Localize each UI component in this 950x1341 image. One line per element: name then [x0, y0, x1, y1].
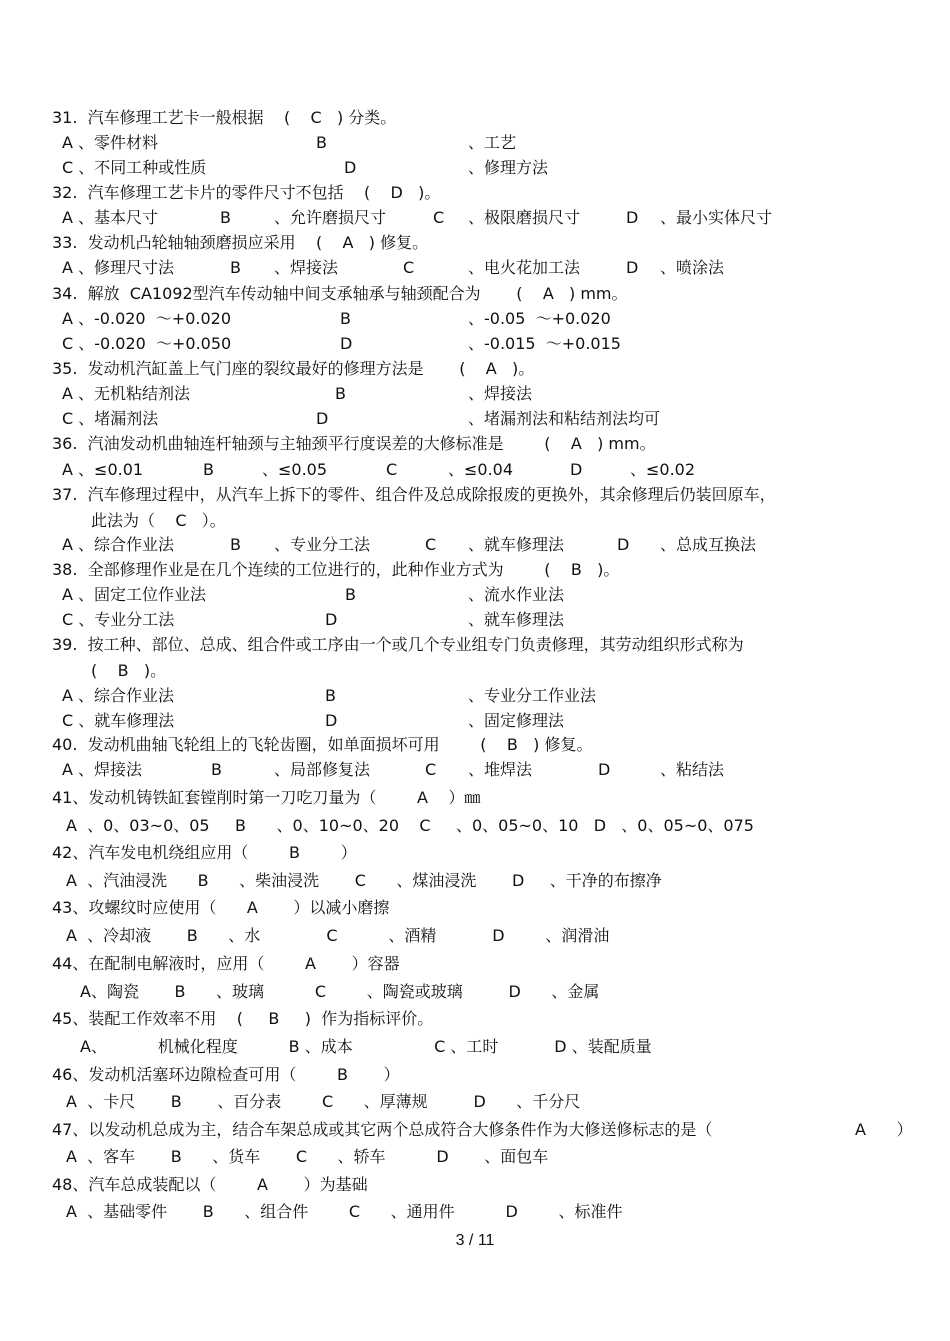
- text-line: A、陶瓷 B 、玻璃 C 、陶瓷或玻璃 D 、金属: [80, 982, 600, 1001]
- text-line: C: [403, 258, 415, 277]
- text-line: D: [617, 535, 630, 554]
- text-line: D: [316, 409, 329, 428]
- text-line: ( B )。: [91, 661, 167, 680]
- text-line: A 、-0.020 ～+0.020: [62, 309, 231, 328]
- text-line: B: [325, 686, 336, 705]
- text-line: A、 机械化程度 B 、成本 C 、工时 D 、装配质量: [80, 1037, 652, 1056]
- text-line: 、总成互换法: [660, 535, 757, 554]
- text-line: 39. 按工种、部位、总成、组合件或工序由一个或几个专业组专门负责修理，其劳动组织形式称为: [52, 635, 744, 654]
- text-line: 、就车修理法: [468, 535, 565, 554]
- text-line: A 、客车 B 、货车 C 、轿车 D 、面包车: [66, 1147, 549, 1166]
- text-line: D: [626, 208, 639, 227]
- text-line: 、固定修理法: [468, 711, 565, 730]
- text-line: D: [598, 760, 611, 779]
- text-line: D: [325, 711, 338, 730]
- text-line: 38. 全部修理作业是在几个连续的工位进行的，此种作业方式为 ( B )。: [52, 560, 620, 579]
- text-line: 、专业分工法: [274, 535, 371, 554]
- text-line: D: [340, 334, 353, 353]
- text-line: 、≤0.02: [630, 460, 696, 479]
- text-line: C: [425, 535, 437, 554]
- text-line: 、最小实体尺寸: [660, 208, 773, 227]
- text-line: 、流水作业法: [468, 585, 565, 604]
- text-line: 45、装配工作效率不用 ( B ) 作为指标评价。: [52, 1009, 434, 1028]
- text-line: A 、基本尺寸: [62, 208, 159, 227]
- text-line: A 、固定工位作业法: [62, 585, 207, 604]
- text-line: C 、-0.020 ～+0.050: [62, 334, 232, 353]
- text-line: 、≤0.05: [262, 460, 328, 479]
- text-line: B: [230, 258, 241, 277]
- text-line: C: [433, 208, 445, 227]
- text-line: 、修理方法: [468, 158, 549, 177]
- text-line: 此法为（ C ）。: [91, 511, 226, 530]
- text-line: 34. 解放 CA1092型汽车传动轴中间支承轴承与轴颈配合为 ( A ) mm。: [52, 284, 628, 303]
- text-line: 、焊接法: [468, 384, 533, 403]
- text-line: 、电火花加工法: [468, 258, 581, 277]
- text-line: B: [203, 460, 214, 479]
- text-line: C: [425, 760, 437, 779]
- text-line: A 、≤0.01: [62, 460, 144, 479]
- text-line: 36. 汽油发动机曲轴连杆轴颈与主轴颈平行度误差的大修标准是 ( A ) mm。: [52, 434, 656, 453]
- text-line: B: [220, 208, 231, 227]
- text-line: A 、零件材料: [62, 133, 159, 152]
- text-line: A 、冷却液 B 、水 C 、酒精 D 、润滑油: [66, 926, 610, 945]
- text-line: C 、就车修理法: [62, 711, 175, 730]
- text-line: A 、汽油浸洗 B 、柴油浸洗 C 、煤油浸洗 D 、干净的布擦净: [66, 871, 662, 890]
- page-number: 3 / 11: [455, 1232, 495, 1249]
- text-line: A 、综合作业法: [62, 535, 175, 554]
- text-line: 40. 发动机曲轴飞轮组上的飞轮齿圈，如单面损坏可用 ( B ) 修复。: [52, 735, 593, 754]
- text-line: 42、汽车发电机绕组应用（ B ）: [52, 843, 357, 862]
- text-line: 、焊接法: [274, 258, 339, 277]
- text-line: B: [345, 585, 356, 604]
- text-line: 、-0.05 ～+0.020: [468, 309, 611, 328]
- text-line: A 、基础零件 B 、组合件 C 、通用件 D 、标准件: [66, 1202, 623, 1221]
- text-line: 、专业分工作业法: [468, 686, 597, 705]
- text-line: 、就车修理法: [468, 610, 565, 629]
- text-line: 47、以发动机总成为主，结合车架总成或其它两个总成符合大修条件作为大修送修标志的是（: [52, 1120, 713, 1139]
- text-line: 、粘结法: [660, 760, 725, 779]
- text-line: B: [316, 133, 327, 152]
- text-line: 、-0.015 ～+0.015: [468, 334, 621, 353]
- text-line: A 、卡尺 B 、百分表 C 、厚薄规 D 、千分尺: [66, 1092, 581, 1111]
- text-line: 41、发动机铸铁缸套镗削时第一刀吃刀量为（ A ）㎜: [52, 788, 481, 807]
- text-line: 、工艺: [468, 133, 517, 152]
- text-line: D: [344, 158, 357, 177]
- text-line: C 、堵漏剂法: [62, 409, 159, 428]
- text-line: 48、汽车总成装配以（ A ）为基础: [52, 1175, 368, 1194]
- text-line: 、局部修复法: [274, 760, 371, 779]
- text-line: D: [325, 610, 338, 629]
- text-line: C 、不同工种或性质: [62, 158, 207, 177]
- text-line: 、≤0.04: [448, 460, 514, 479]
- text-line: B: [340, 309, 351, 328]
- text-line: 、允许磨损尺寸: [274, 208, 387, 227]
- text-line: 35. 发动机汽缸盖上气门座的裂纹最好的修理方法是 ( A )。: [52, 359, 535, 378]
- text-line: B: [335, 384, 346, 403]
- text-line: 32. 汽车修理工艺卡片的零件尺寸不包括 ( D )。: [52, 183, 441, 202]
- text-line: A 、焊接法: [62, 760, 143, 779]
- text-line: B: [211, 760, 222, 779]
- text-line: A 、修理尺寸法: [62, 258, 175, 277]
- text-line: 31. 汽车修理工艺卡一般根据 ( C ) 分类。: [52, 108, 397, 127]
- text-line: 33. 发动机凸轮轴轴颈磨损应采用 ( A ) 修复。: [52, 233, 429, 252]
- text-line: 、堆焊法: [468, 760, 533, 779]
- text-line: 37. 汽车修理过程中，从汽车上拆下的零件、组合件及总成除报废的更换外，其余修理后仍装回原车，: [52, 485, 776, 504]
- text-line: A 、0、03~0、05 B 、0、10~0、20 C 、0、05~0、10 D 、0、05~0、075: [66, 816, 754, 835]
- text-line: D: [570, 460, 583, 479]
- text-line: C: [386, 460, 398, 479]
- text-line: C 、专业分工法: [62, 610, 175, 629]
- text-line: A 、综合作业法: [62, 686, 175, 705]
- text-line: 46、发动机活塞环边隙检查可用（ B ）: [52, 1065, 400, 1084]
- text-line: 、堵漏剂法和粘结剂法均可: [468, 409, 661, 428]
- text-line: 、喷涂法: [660, 258, 725, 277]
- text-line: A ）: [855, 1120, 913, 1139]
- text-line: 44、在配制电解液时，应用（ A ）容器: [52, 954, 400, 973]
- text-line: A 、无机粘结剂法: [62, 384, 191, 403]
- text-line: 43、攻螺纹时应使用（ A ）以减小磨擦: [52, 898, 390, 917]
- text-line: B: [230, 535, 241, 554]
- text-line: 、极限磨损尺寸: [468, 208, 581, 227]
- text-line: D: [626, 258, 639, 277]
